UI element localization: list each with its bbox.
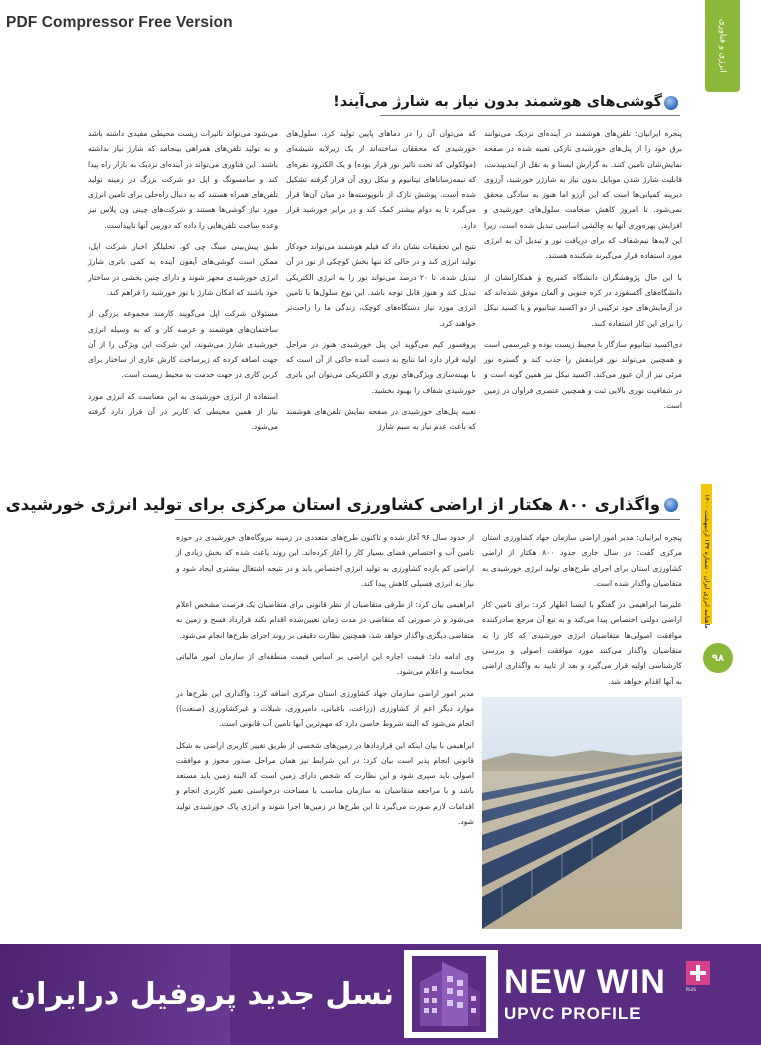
title-bullet-icon: [664, 498, 678, 512]
article2-title-rule: [175, 519, 680, 520]
article1-title: گوشی‌های هوشمند بدون نیاز به شارژ می‌آیند!: [333, 94, 662, 110]
plus-icon: [686, 961, 710, 985]
section-tab: [705, 0, 740, 92]
article1-column-3: [88, 126, 278, 478]
paragraph: مسئولان شرکت اپل می‌گویند کارمند مجموعه بزرگی از ساختمان‌های هوشمند و عرصه کار و که به وسیله انرژی خورشیدی شارژ می‌شوند، این شرکت این ویژگی را از آن جهت اضافه کرده که زیرساخت کارش عاری از ساختار برای کربن کاری در جهت خدمت به محیط زیست است.: [88, 309, 278, 380]
paragraph: نتیج این تحقیقات نشان داد که فیلم هوشمند می‌تواند خودکار تولید انرژی کند و در حالی که تنها بخش کوچکی از نور در آن تبدیل شده، تا ۲۰ درصد می‌تواند نور را به انرژی الکتریکی تبدیل کند و هنوز قابل توجه باشد. این نوع سلول‌ها با تامین انرژی مورد نیاز دستگاه‌های کوچک، زندگی ما را راحت‌تر خواهند کرد.: [286, 242, 476, 328]
paragraph: با این حال پژوهشگران دانشگاه کمبریج و همکارانشان از دانشگاه‌های آکسفورد در کره جنوبی و آلمان موفق شده‌اند که در آزمایش‌های خود ترکیبی از دو اکسید تیتانیوم و یا کسید نیکل را برای این کار استفاده کنند.: [484, 272, 682, 328]
advertisement-banner[interactable]: [0, 944, 761, 1045]
article2-column-1: [482, 530, 682, 690]
article1-column-2: [286, 126, 476, 478]
paragraph: علیرضا ابراهیمی در گفتگو با ایسنا اظهار کرد: برای تامین کار اراضی دولتی اختصاص پیدا می‌کند و به تبع آن مرجع صادرکننده موافقت اصولی‌ها متقاضیان انرژی خورشیدی که کار را به متقاضیان واگذار می‌کنند مورد موافقت اصولی و بررسی کارشناسی اولیه قرار می‌گیرد و بعد از تایید به واگذاری اراضی به آنها اقدام خواهد شد.: [482, 600, 682, 686]
issue-meta: ماهنامه انرژی ایران - شماره ۱۳۴ اردیبهشت ۱۴۰۰: [703, 493, 711, 629]
article2-column-2: [176, 530, 474, 934]
solar-panel-rows: [482, 697, 682, 929]
paragraph: وی ادامه داد: قیمت اجاره این اراضی بر اساس قیمت منطقه‌ای از سازمان امور مالیاتی محاسبه و اعلام می‌شود.: [176, 652, 474, 677]
paragraph: مدیر امور اراضی سازمان جهاد کشاورزی استان مرکزی اضافه کرد: واگذاری این طرح‌ها در موارد دیگر اعم از کشاورزی (زراعت، باغبانی، دامپروری، شیلات و غیرکشاورزی (صنعت)) انجام می‌شود که البته شروط خاصی دارد که مهم‌ترین آنها تامین آب قانونی است.: [176, 688, 474, 729]
paragraph: دی‌اکسید تیتانیوم سازگار با محیط زیست بوده و غیرسمی است و همچنین می‌تواند نور فرابنفش را جذب کند و گستره نور مرئی نیز از آن عبور می‌کند. اکسید نیکل نیز همین گونه است و در شفافیت نوری بالایی ثبت و همچنین عنصری فراوان در زمین است.: [484, 339, 682, 411]
paragraph: ابراهیمی بیان کرد: از طرفی متقاضیان از نظر قانونی برای متقاضیان یک فرصت مشخص اعلام می‌شود و در صورتی که متقاضی در مدت زمان تعیین‌شده اقدام نکند قرارداد فسخ و زمین به متقاضی دیگری واگذار خواهد شد، همچنین نظارت دقیقی بر روند اجرای طرح‌ها انجام می‌شود.: [176, 600, 474, 640]
title-bullet-icon: [664, 96, 678, 110]
paragraph: طبق پیش‌بینی مینگ چی کو، تحلیلگر اخبار شرکت اپل، ممکن است گوشی‌های آیفون آینده به کمی باتری شارژ انرژی خورشیدی مجهز شوند و دارای چنین بخشی در ساختار خود باشند که امکان شارژ با نور خورشید را فراهم کند.: [88, 242, 278, 297]
watermark-text: PDF Compressor Free Version: [6, 14, 233, 31]
solar-panels-photo: [482, 697, 682, 929]
brand-subtitle: UPVC PROFILE: [504, 1004, 642, 1023]
paragraph: که می‌توان آن را در دماهای پایین تولید کرد. سلول‌های خورشیدی که محققان ساخته‌اند از یک زیرلایه شیشه‌ای (مولکولی که تحت تاثیر نور قرار بوده) و یک الکترود نقره‌ای که نیمه‌رسانا‌های تیتانیوم و نیکل روی آن قرار گرفته تشکیل شده است. پوشش نازک از نانوپوسته‌ها در میان آن‌ها قرار می‌گیرد تا به دوام بیشتر کمک کند و در برابر خورشید قرار دارد.: [286, 129, 476, 230]
article1-column-1: [484, 126, 682, 478]
article1-title-rule: [380, 115, 680, 116]
paragraph: از حدود سال ۹۶ آغاز شده و تاکنون طرح‌های متعددی در زمینه نیروگاه‌های خورشیدی در حوزه تامین آب و اختصاص فضای بسیار کار را آغاز کرده‌اند. این روند باعث شده که بخش زیادی از اراضی کم بازده کشاورزی به تولید انرژی اختصاص یابد و در نتیجه اشتغال بیشتری ایجاد شود و نیاز به انرژی فسیلی کاهش پیدا کند.: [176, 533, 474, 588]
banner-slogan: نسل جدید پروفیل درایران: [10, 977, 394, 1012]
paragraph: پروفسور کیم می‌گوید این پنل خورشیدی هنوز در مراحل اولیه قرار دارد اما نتایج به دست آمده حاکی از آن است که با بهینه‌سازی ویژگی‌های نوری و الکتریکی می‌توان این باتری خورشیدی شفاف را بهبود بخشید.: [286, 339, 476, 395]
paragraph: استفاده از انرژی خورشیدی به این معناست که انرژی مورد نیاز از همین محیطی که کاربر در آن قرار دارد گرفته می‌شود.: [88, 391, 278, 432]
brand-name: NEW WIN: [504, 963, 666, 1001]
paragraph: می‌شود می‌تواند تاثیرات زیست محیطی مفیدی داشته باشد و به تولید تلفن‌های همراهی بینجامد که شارژ نیاز نداشته باشند. این فناوری می‌تواند در آینده‌ای نزدیک به بازار راه پیدا کند و سامسونگ و اپل دو شرکت بزرگ در زمینه تولید تلفن‌های همراه هستند که به دنبال راه‌حلی برای تامین انرژی مورد نیاز گوشی‌ها هستند و شرکت‌های چینی ون پلاس نیز وعده ساخت تلفن‌هایی را داده که دوربین آنها ناپیداست.: [88, 129, 278, 230]
building-logo-icon: [412, 956, 486, 1032]
paragraph: تعبیه پنل‌های خورشیدی در صفحه نمایش تلفن‌های هوشمند که باعث عدم نیاز به سیم شارژ: [286, 407, 476, 432]
page-number: ۹۸: [703, 643, 733, 673]
section-tab-label: انرژی و فناوری: [717, 19, 728, 73]
plus-label: PLUS: [686, 987, 696, 992]
paragraph: پنجره ایرانیان: مدیر امور اراضی سازمان جهاد کشاورزی استان مرکزی گفت: در سال جاری حدود ۸۰۰ هکتار از اراضی کشاورزی استان برای اجرای طرح‌های تولید انرژی خورشیدی به متقاضیان واگذار شده است.: [482, 533, 682, 588]
article2-title: واگذاری ۸۰۰ هکتار از اراضی کشاورزی استان مرکزی برای تولید انرژی خورشیدی: [5, 495, 660, 514]
paragraph: پنجره ایرانیان: تلفن‌های هوشمند در آینده‌ای نزدیک می‌توانند برق خود را از پنل‌های خورشیدی نازکی تعبیه شده در صفحه نمایش‌شان تامین کنند. به گزارش ایسنا و به نقل از ایندیپندنت، قابلیت شارژ شدن موبایل بدون نیاز به شارژر خورشید، آرزوی دیرینه کمپانی‌ها است که این آرزو اما هنوز به سادگی محقق نمی‌شود. تا امروز کاهش ضخامت سلول‌های خورشیدی و افزایش بهره‌وری آنها به چالشی اساسی تبدیل شده است، زیرا این لایه‌ها نیم‌شفاف که برای دریافت نور و تبدیل آن به انرژی مورد استفاده قرار می‌گیرند شکننده هستند.: [484, 129, 682, 261]
paragraph: ابراهیمی با بیان اینکه این قراردادها در زمین‌های شخصی از طریق تغییر کاربری اراضی به شکل قانونی انجام پذیر است بیان کرد: در این شرایط نیز همان مراحل صدور مجوز و موافقت اصولی باید سپری شود و این نظارت که شخص دارای زمین است که البته زمین باید مستعد باشد و با مراجعه متقاضیان به سازمان مناسب با مساحت درخواستی تغییر کاربری انجام و اقدامات لازم صورت می‌گیرد تا این طرح‌ها در زمین‌ها اجرا شوند و انرژی پاک خورشیدی تولید شود.: [176, 740, 474, 827]
